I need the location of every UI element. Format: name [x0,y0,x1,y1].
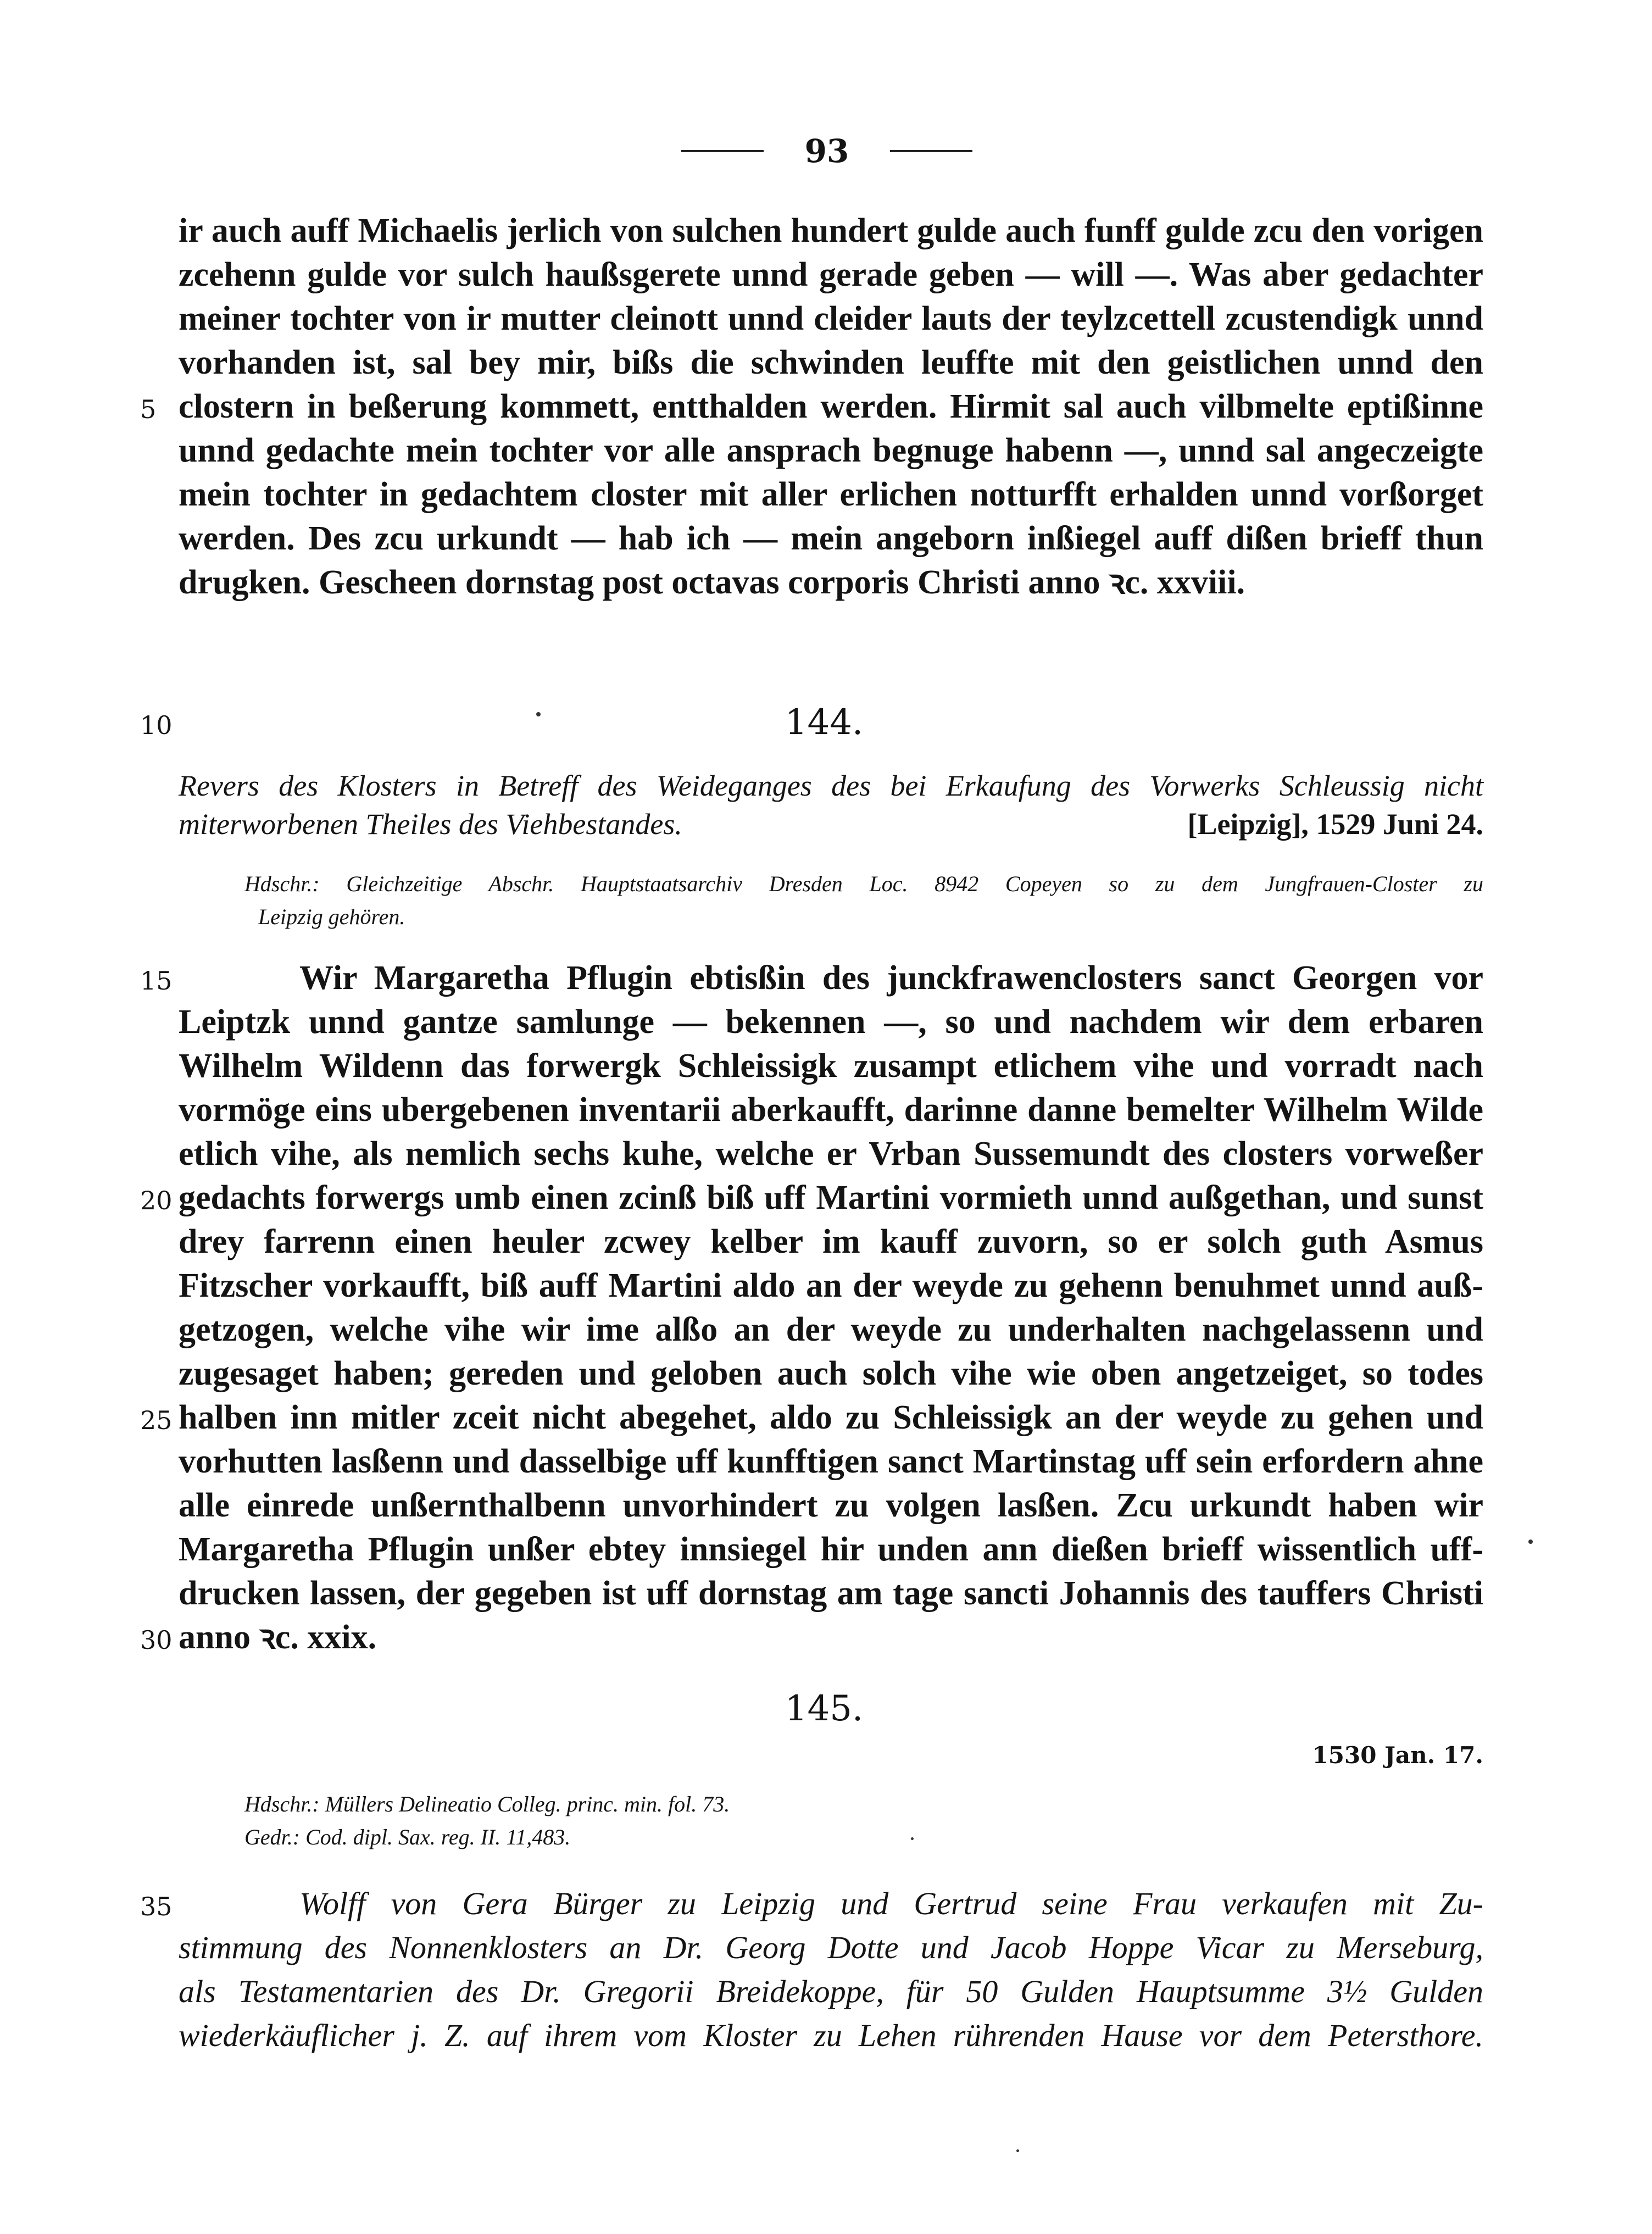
text-line: zugesaget haben; gereden und geloben auch solch vihe wie oben angetzeiget, so todes [179,1355,1483,1392]
summary-line: wiederkäuflicher j. Z. auf ihrem vom Kloster zu Lehen rührenden Hause vor dem Petersthore. [179,2018,1483,2053]
document-number-145: 145. [785,1688,864,1729]
text-line: alle einrede unßernthalbenn unvorhindert zu volgen lasßen. Zcu urkundt haben wir [179,1487,1483,1524]
document-date-145: 1530 Jan. 17. [1312,1742,1483,1769]
text-line: meiner tochter von ir mutter cleinott unnd cleider lauts der teylzcettell zcustendigk unnd [179,300,1483,337]
page-header [681,129,972,173]
text-line: getzogen, welche vihe wir ime alßo an der weyde zu underhalten nachgelassenn und [179,1311,1483,1348]
text-line: vormöge eins ubergebenen inventarii aberkaufft, darinne danne bemelter Wilhelm Wilde [179,1091,1483,1129]
text-line: anno ꝛc. xxix. [179,1619,377,1656]
line-number: 10 [140,710,173,740]
source-note: Hdschr.: Gleichzeitige Abschr. Hauptstaatsarchiv Dresden Loc. 8942 Copeyen so zu dem Jungfrauen-Closter zu [244,871,1483,896]
text-line: gedachts forwergs umb einen zcinß biß uff Martini vormieth unnd außgethan, und sunst [179,1179,1483,1216]
line-number: 25 [140,1405,173,1435]
text-line: ir auch auff Michaelis jerlich von sulchen hundert gulde auch funff gulde zcu den vorigen [179,212,1483,249]
text-line: halben inn mitler zceit nicht abegehet, aldo zu Schleissigk an der weyde zu gehen und [179,1399,1483,1436]
regest-line: Revers des Klosters in Betreff des Weideganges des bei Erkaufung des Vorwerks Schleussig nicht [179,769,1483,802]
summary-line: als Testamentarien des Dr. Gregorii Breidekoppe, für 50 Gulden Hauptsumme 3½ Gulden [179,1974,1483,2009]
speck [1016,2149,1019,2152]
document-date-144: [Leipzig], 1529 Juni 24. [1187,808,1483,841]
speck [536,712,541,716]
summary-line: stimmung des Nonnenklosters an Dr. Georg Dotte und Jacob Hoppe Vicar zu Merseburg, [179,1930,1483,1965]
text-line: etlich vihe, als nemlich sechs kuhe, welche er Vrban Sussemundt des closters vorweßer [179,1135,1483,1172]
text-line: drugken. Gescheen dornstag post octavas corporis Christi anno ꝛc. xxviii. [179,564,1245,601]
speck [911,1837,914,1840]
text-line: clostern in beßerung kommett, entthalden werden. Hirmit sal auch vilbmelte eptißinne [179,388,1483,425]
page-number: 93 [804,132,849,170]
text-line: werden. Des zcu urkundt — hab ich — mein angeborn inßiegel auff dißen brieff thun [179,520,1483,557]
source-note: Gedr.: Cod. dipl. Sax. reg. II. 11,483. [244,1825,571,1849]
line-number: 20 [140,1186,173,1215]
line-number: 5 [140,394,157,424]
summary-line: Wolff von Gera Bürger zu Leipzig und Gertrud seine Frau verkaufen mit Zu- [299,1886,1483,1921]
header-rule-left [681,150,764,152]
line-number: 35 [140,1892,173,1921]
line-number: 15 [140,966,173,996]
text-line: Wir Margaretha Pflugin ebtisßin des junckfrawenclosters sanct Georgen vor [299,959,1483,997]
text-line: Fitzscher vorkaufft, biß auff Martini aldo an der weyde zu gehenn benuhmet unnd auß- [179,1267,1483,1304]
text-line: mein tochter in gedachtem closter mit aller erlichen notturfft erhalden unnd vorßorget [179,476,1483,513]
text-line: vorhanden ist, sal bey mir, bißs die schwinden leuffte mit den geistlichen unnd den [179,344,1483,381]
text-line: vorhutten lasßenn und dasselbige uff kunfftigen sanct Martinstag uff sein erfordern ahne [179,1443,1483,1480]
text-line: Wilhelm Wildenn das forwergk Schleissigk zusampt etlichem vihe und vorradt nach [179,1047,1483,1085]
regest-text: miterworbenen Theiles des Viehbestandes. [179,808,682,841]
source-note: Hdschr.: Müllers Delineatio Colleg. princ. min. fol. 73. [244,1792,730,1816]
header-rule-right [890,150,972,152]
text-line: Leiptzk unnd gantze samlunge — bekennen —, so und nachdem wir dem erbaren [179,1003,1483,1041]
regest-line [179,805,1483,843]
source-note: Leipzig gehören. [258,904,405,929]
text-line: unnd gedachte mein tochter vor alle ansprach begnuge habenn —, unnd sal angeczeigte [179,432,1483,469]
text-line: drey farrenn einen heuler zcwey kelber im kauff zuvorn, so er solch guth Asmus [179,1223,1483,1260]
text-line: drucken lassen, der gegeben ist uff dornstag am tage sancti Johannis des tauffers Christi [179,1575,1483,1612]
text-line: zcehenn gulde vor sulch haußsgerete unnd gerade geben — will —. Was aber gedachter [179,256,1483,293]
text-line: Margaretha Pflugin unßer ebtey innsiegel hir unden ann dießen brieff wissentlich uff- [179,1531,1483,1568]
speck [1528,1540,1533,1544]
document-number-144: 144. [785,702,864,743]
line-number: 30 [140,1625,173,1655]
